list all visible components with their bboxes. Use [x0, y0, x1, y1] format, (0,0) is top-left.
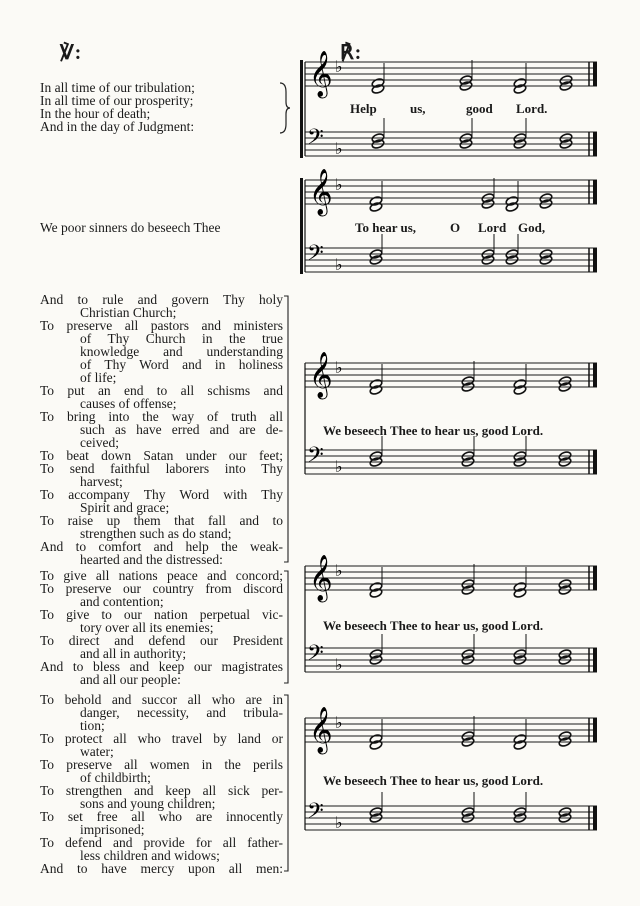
text-line: such as have erred and are de- [80, 422, 283, 437]
response-lyric-us: us, [410, 101, 426, 116]
flat-icon: ♭ [335, 139, 343, 158]
text-line: In all time of our tribulation; [40, 80, 195, 95]
text-line: To protect all who travel by land or [40, 731, 283, 746]
text-line: imprisoned; [80, 822, 145, 837]
text-line: strengthen such as do stand; [80, 526, 232, 541]
flat-icon: ♭ [335, 175, 343, 194]
text-line: To put an end to all schisms and [40, 383, 283, 398]
treble-clef-icon: 𝄞 [309, 555, 333, 601]
text-line: and contention; [80, 594, 164, 609]
text-line: We poor sinners do beseech Thee [40, 220, 221, 235]
text-line: of Thy Word and in holiness [80, 357, 283, 372]
text-line: And to rule and govern Thy holy [40, 292, 283, 307]
response-lyric-help: Help [350, 101, 377, 116]
text-line: of Thy Church in the true [80, 331, 283, 346]
text-line: of childbirth; [80, 770, 151, 785]
text-line: harvest; [80, 474, 123, 489]
text-line: And in the day of Judgment: [40, 119, 195, 134]
response-lyric-good: good [466, 101, 493, 116]
text-line: And to have mercy upon all men: [40, 861, 283, 876]
flat-icon: ♭ [335, 561, 343, 580]
text-line: water; [80, 744, 114, 759]
text-line: To strengthen and keep all sick per- [40, 783, 283, 798]
text-line: ceived; [80, 435, 119, 450]
flat-icon: ♭ [335, 655, 343, 674]
response-lyric-to-hear-us: To hear us, [355, 220, 417, 235]
final-barline [593, 806, 597, 830]
text-line: hearted and the distressed: [80, 552, 223, 567]
system-5 [305, 707, 597, 832]
text-line: causes of offense; [80, 396, 177, 411]
text-line: And to bless and keep our magistrates [40, 659, 283, 674]
flat-icon: ♭ [335, 813, 343, 832]
bass-clef-icon: 𝄢 [307, 125, 324, 155]
final-barline [593, 718, 597, 742]
versicle-mark: ℣: [60, 42, 83, 64]
flat-icon: ♭ [335, 358, 343, 377]
response-lyric: We beseech Thee to hear us, good Lord. [323, 773, 544, 788]
text-line: Christian Church; [80, 305, 177, 320]
text-line: To direct and defend our President [40, 633, 283, 648]
response-lyric-lord: Lord [478, 220, 507, 235]
bass-clef-icon: 𝄢 [307, 641, 324, 671]
text-line: To accompany Thy Word with Thy [40, 487, 283, 502]
text-line: To behold and succor all who are in [40, 692, 283, 707]
text-line: To beat down Satan under our feet; [40, 448, 283, 463]
bass-clef-icon: 𝄢 [307, 799, 324, 829]
bass-clef-icon: 𝄢 [307, 443, 324, 473]
text-line: Spirit and grace; [80, 500, 170, 515]
treble-clef-icon: 𝄞 [309, 169, 333, 215]
text-line: And to comfort and help the weak- [40, 539, 283, 554]
flat-icon: ♭ [335, 713, 343, 732]
treble-clef-icon: 𝄞 [309, 707, 333, 753]
text-line: of life; [80, 370, 117, 385]
text-line: To preserve all pastors and ministers [40, 318, 283, 333]
treble-clef-icon: 𝄞 [309, 51, 333, 97]
flat-icon: ♭ [335, 457, 343, 476]
text-line: To set free all who are innocently [40, 809, 283, 824]
text-line: In the hour of death; [40, 106, 151, 121]
text-line: To give to our nation perpetual vic- [40, 607, 283, 622]
text-line: less children and widows; [80, 848, 220, 863]
text-line: To raise up them that fall and to [40, 513, 283, 528]
text-line: To preserve our country from discord [40, 581, 283, 596]
text-line: and all our people: [80, 672, 181, 687]
text-line: To bring into the way of truth all [40, 409, 283, 424]
text-line: In all time of our prosperity; [40, 93, 194, 108]
text-line: To defend and provide for all father- [40, 835, 283, 850]
text-line: tory over all its enemies; [80, 620, 214, 635]
text-line: danger, necessity, and tribula- [80, 705, 283, 720]
response-mark: ℟: [340, 42, 363, 64]
text-line: To give all nations peace and concord; [40, 568, 283, 583]
response-lyric-god: God, [518, 220, 546, 235]
text-line: To send faithful laborers into Thy [40, 461, 283, 476]
text-line: knowledge and understanding [80, 344, 283, 359]
response-lyric: We beseech Thee to hear us, good Lord. [323, 618, 544, 633]
flat-icon: ♭ [335, 255, 343, 274]
text-line: tion; [80, 718, 105, 733]
text-line: sons and young children; [80, 796, 216, 811]
text-line: and all in authority; [80, 646, 187, 661]
bass-clef-icon: 𝄢 [307, 241, 324, 271]
flat-icon: ♭ [335, 57, 343, 76]
response-lyric-o: O [450, 220, 461, 235]
text-line: To preserve all women in the perils [40, 757, 283, 772]
response-lyric: We beseech Thee to hear us, good Lord. [323, 423, 544, 438]
treble-clef-icon: 𝄞 [309, 352, 333, 398]
response-lyric-lord: Lord. [516, 101, 548, 116]
